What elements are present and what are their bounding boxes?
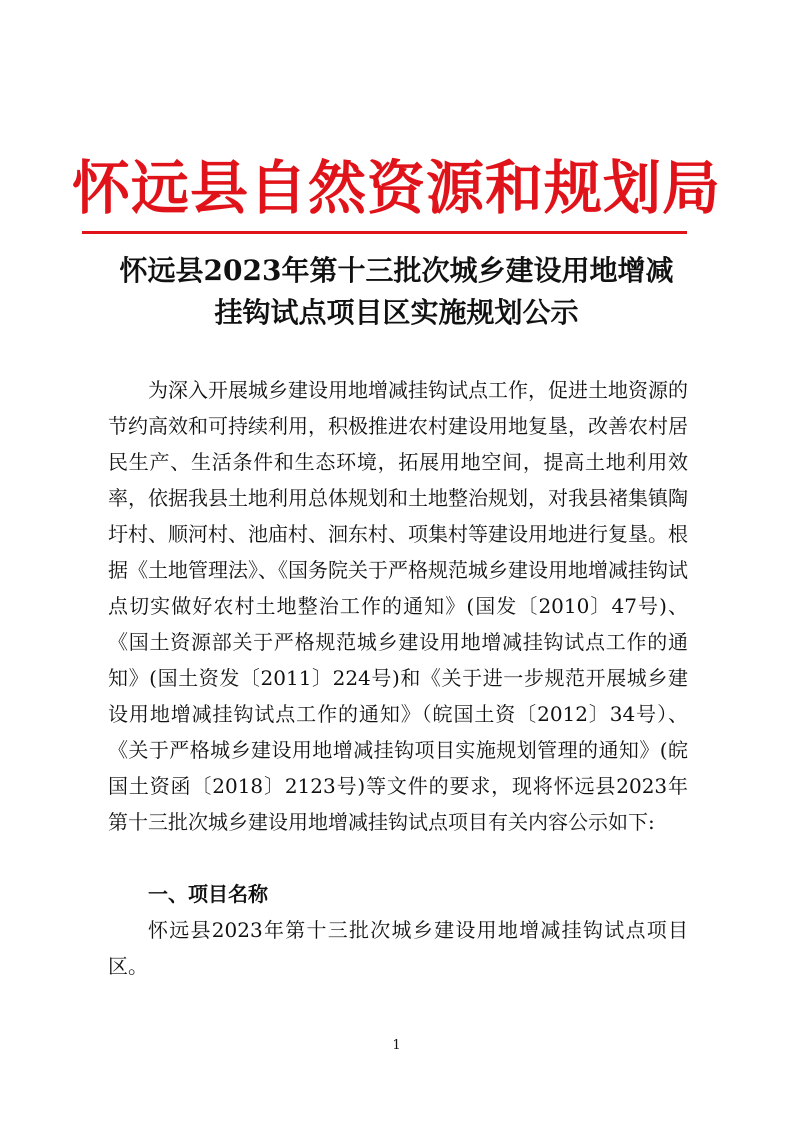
- document-title: [60, 250, 733, 334]
- section-1-body: 怀远县2023年第十三批次城乡建设用地增减挂钩试点项目区。: [108, 918, 688, 978]
- page-number: 1: [392, 1038, 401, 1053]
- document-title-line-1: 怀远县2023年第十三批次城乡建设用地增减: [119, 254, 674, 287]
- masthead-org-name: 怀远县自然资源和规划局: [71, 154, 721, 222]
- section-1-heading: 一、项目名称: [148, 882, 268, 906]
- document-title-line-2: 挂钩试点项目区实施规划公示: [214, 296, 579, 329]
- intro-paragraph: 为深入开展城乡建设用地增减挂钩试点工作，促进土地资源的节约高效和可持续利用，积极推进农村建设用地复垦，改善农村居民生产、生活条件和生态环境，拓展用地空间，提高土地利用效率，依据我县土地利用总体规划和土地整治规划，对我县褚集镇陶圩村、顺河村、池庙村、洄东村、项集村等建设用地进行复垦。根据《土地管理法》、《国务院关于严格规范城乡建设用地增减挂钩试点切实做好农村土地整治工作的通知》(国发〔2010〕47号)、《国土资源部关于严格规范城乡建设用地增减挂钩试点工作的通知》(国土资发〔2011〕224号)和《关于进一步规范开展城乡建设用地增减挂钩试点工作的通知》（皖国土资〔2012〕34号）、《关于严格城乡建设用地增减挂钩项目实施规划管理的通知》(皖国土资函〔2018〕2123号)等文件的要求，现将怀远县2023年第十三批次城乡建设用地增减挂钩试点项目有关内容公示如下:: [108, 378, 688, 834]
- red-divider-rule: [82, 231, 687, 234]
